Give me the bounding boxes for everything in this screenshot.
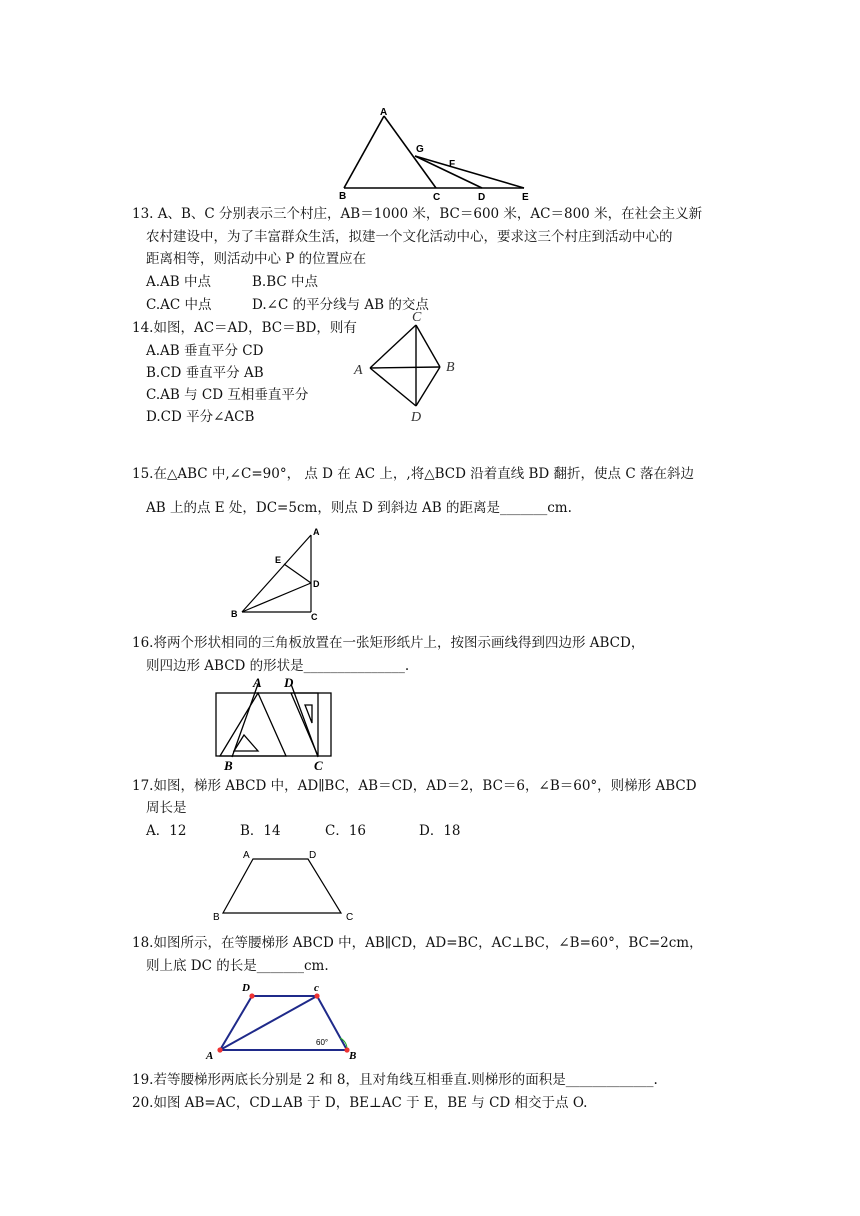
q15-line-2: AB 上的点 E 处，DC=5cm，则点 D 到斜边 AB 的距离是_______cm.	[146, 500, 572, 516]
fig16-label-d: D	[284, 675, 294, 690]
q14-stem: 14.如图，AC＝AD，BC＝BD，则有	[132, 320, 357, 336]
q17-option-d: D．18	[419, 823, 461, 839]
q17-option-b: B．14	[240, 823, 281, 839]
fig18-label-b: B	[349, 1050, 357, 1062]
figure-q15	[225, 523, 335, 623]
q15-line-1: 15.在△ABC 中,∠C=90°， 点 D 在 AC 上，,将△BCD 沿着直线 BD 翻折，使点 C 落在斜边	[132, 466, 694, 482]
fig13-label-b: B	[339, 191, 347, 202]
fig17-label-d: D	[309, 850, 317, 861]
fig13-label-d: D	[478, 192, 486, 202]
q17-option-c: C．16	[325, 823, 367, 839]
fig14-label-d: D	[411, 410, 422, 425]
q14-option-c: C.AB 与 CD 互相垂直平分	[146, 387, 309, 403]
fig14-label-a: A	[354, 363, 363, 378]
q14-option-d: D.CD 平分∠ACB	[146, 409, 255, 425]
fig15-label-b: B	[231, 609, 238, 619]
q17-option-a: A．12	[146, 823, 187, 839]
q13-line-3: 距离相等，则活动中心 P 的位置应在	[146, 251, 367, 267]
q14-option-a: A.AB 垂直平分 CD	[146, 343, 264, 359]
q18-line-2: 则上底 DC 的长是_______cm.	[146, 958, 329, 974]
figure-q17	[205, 842, 365, 922]
fig13-label-f: F	[449, 159, 456, 170]
q16-line-1: 16.将两个形状相同的三角板放置在一张矩形纸片上，按图示画线得到四边形 ABCD，	[132, 635, 645, 651]
figure-q16	[210, 675, 340, 772]
figure-q18	[200, 978, 365, 1063]
fig15-label-e: E	[275, 555, 282, 565]
q13-option-d: D.∠C 的平分线与 AB 的交点	[252, 297, 429, 313]
fig18-angle-label: 60°	[316, 1038, 329, 1047]
figure-q14	[345, 305, 470, 425]
q16-line-2: 则四边形 ABCD 的形状是_______________.	[146, 658, 410, 674]
fig17-label-b: B	[213, 912, 220, 922]
fig14-label-b: B	[446, 360, 455, 375]
q13-option-a: A.AB 中点	[146, 274, 212, 290]
fig13-label-a: A	[380, 107, 388, 118]
q19-text: 19.若等腰梯形两底长分别是 2 和 8，且对角线互相垂直.则梯形的面积是_____________.	[132, 1072, 658, 1088]
fig13-label-e: E	[522, 192, 529, 202]
fig16-label-c: C	[314, 758, 323, 772]
q13-line-2: 农村建设中，为了丰富群众生活，拟建一个文化活动中心，要求这三个村庄到活动中心的	[146, 229, 673, 245]
fig16-label-b: B	[224, 758, 233, 772]
fig17-label-a: A	[243, 850, 250, 861]
fig18-label-d: D	[242, 982, 250, 994]
figure-q13	[330, 104, 540, 202]
fig15-label-c: C	[311, 612, 318, 622]
fig15-label-a: A	[313, 527, 320, 537]
fig14-label-c: C	[412, 310, 422, 325]
q18-line-1: 18.如图所示，在等腰梯形 ABCD 中，AB∥CD，AD=BC，AC⊥BC，∠B=60°，BC=2cm，	[132, 935, 703, 951]
fig18-label-a: A	[206, 1050, 214, 1062]
q13-line-1: 13. A、B、C 分别表示三个村庄，AB＝1000 米，BC＝600 米，AC＝800 米，在社会主义新	[132, 206, 703, 222]
q17-line-1: 17.如图，梯形 ABCD 中，AD∥BC，AB＝CD，AD＝2，BC＝6，∠B＝60°，则梯形 ABCD	[132, 778, 697, 794]
q17-line-2: 周长是	[146, 800, 187, 816]
fig15-label-d: D	[313, 579, 320, 589]
fig13-label-g: G	[416, 144, 424, 155]
fig17-label-c: C	[346, 912, 354, 922]
q13-option-b: B.BC 中点	[252, 274, 319, 290]
q20-text: 20.如图 AB=AC，CD⊥AB 于 D，BE⊥AC 于 E，BE 与 CD 相交于点 O.	[132, 1095, 588, 1111]
fig18-label-c: c	[314, 982, 319, 994]
fig13-label-c: C	[433, 192, 441, 202]
fig16-label-a: A	[253, 675, 262, 690]
q14-option-b: B.CD 垂直平分 AB	[146, 365, 264, 381]
q13-option-c: C.AC 中点	[146, 297, 212, 313]
